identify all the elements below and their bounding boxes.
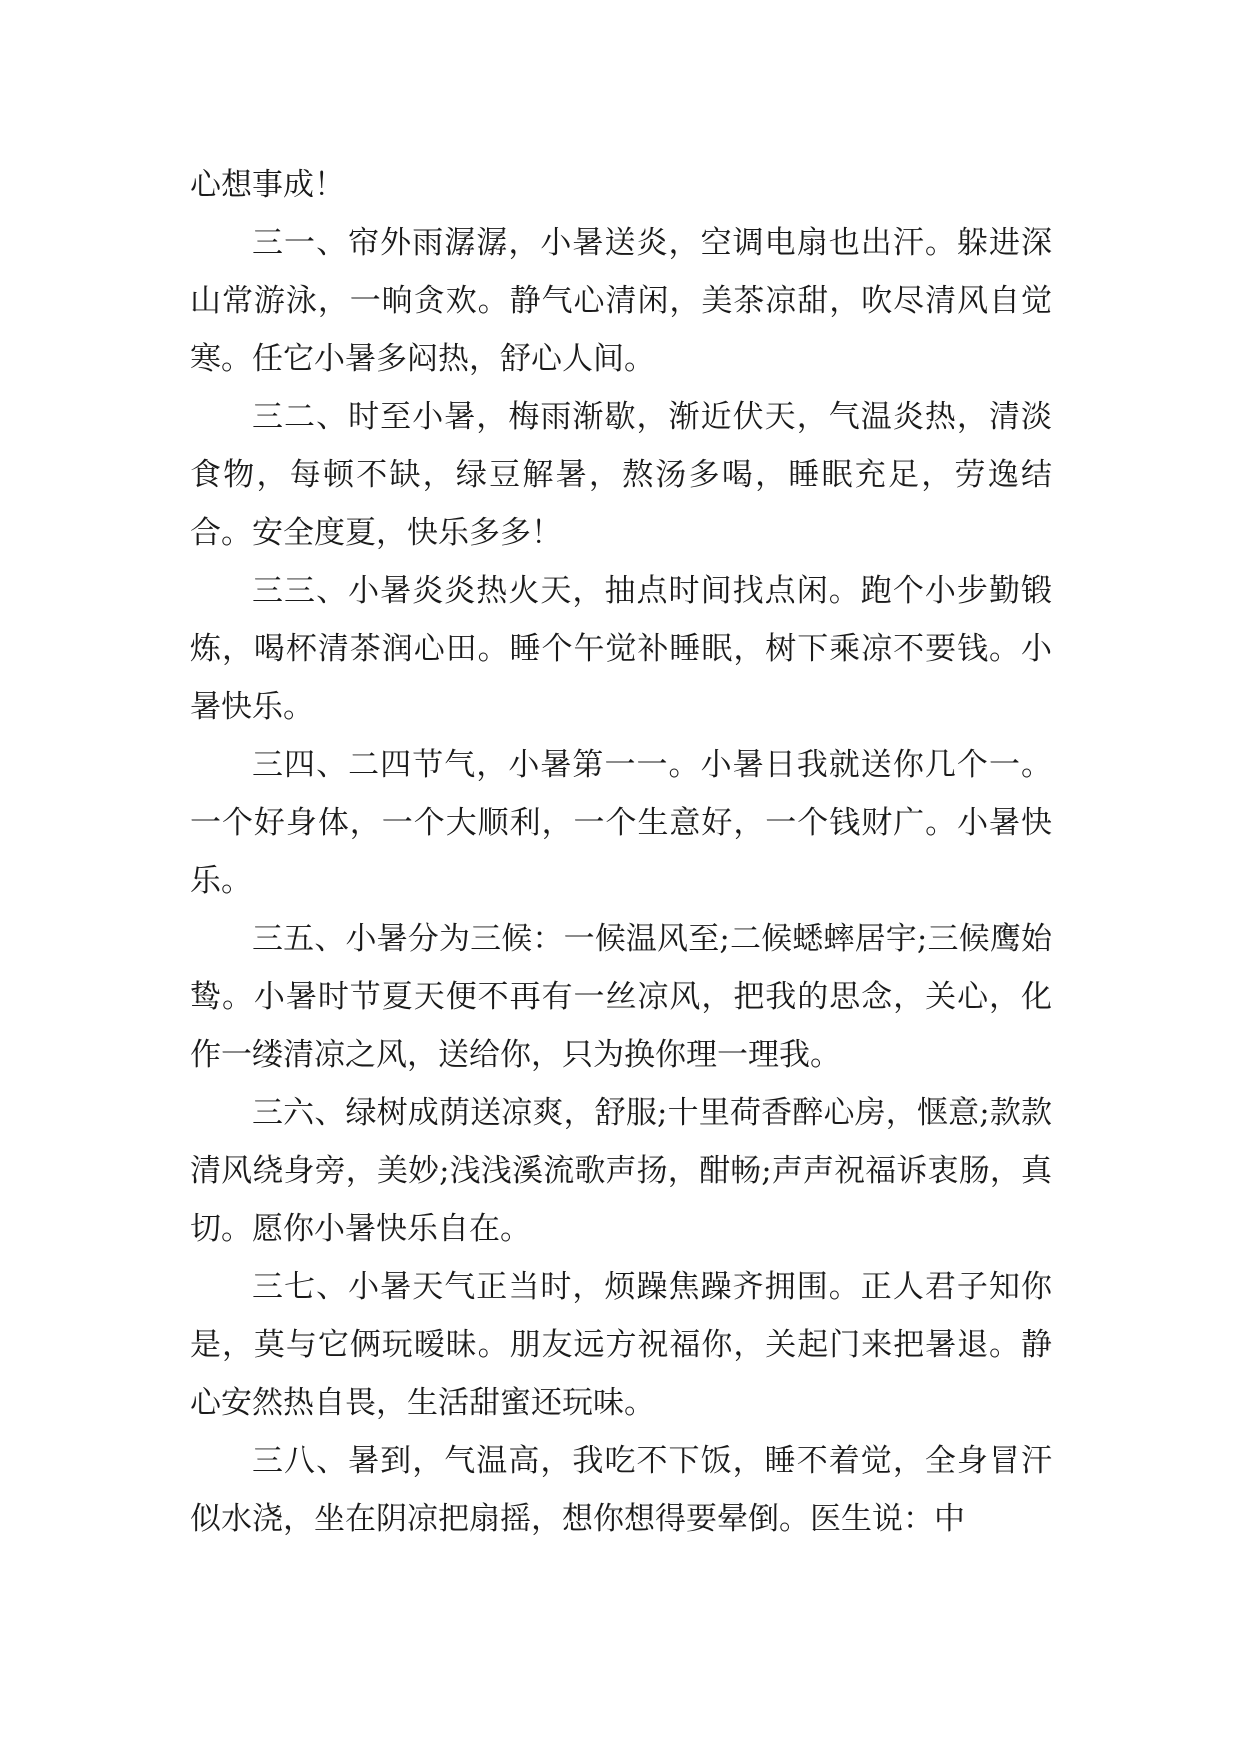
paragraph-item-32: 三二、时至小暑，梅雨渐歇，渐近伏天，气温炎热，清淡食物，每顿不缺，绿豆解暑，熬汤多喝，睡眠充足，劳逸结合。安全度夏，快乐多多！ [190, 399, 1052, 551]
paragraph-item-31: 三一、帘外雨潺潺，小暑送炎，空调电扇也出汗。躲进深山常游泳，一晌贪欢。静气心清闲，美茶凉甜，吹尽清风自觉寒。任它小暑多闷热，舒心人间。 [190, 225, 1052, 377]
paragraph-item-35: 三五、小暑分为三候：一候温风至;二候蟋蟀居宇;三候鹰始鸷。小暑时节夏天便不再有一丝凉风，把我的思念，关心，化作一缕清凉之风，送给你，只为换你理一理我。 [190, 921, 1052, 1073]
paragraph-item-38: 三八、暑到，气温高，我吃不下饭，睡不着觉，全身冒汗似水浇，坐在阴凉把扇摇，想你想得要晕倒。医生说：中 [190, 1443, 1052, 1537]
paragraph-item-36: 三六、绿树成荫送凉爽，舒服;十里荷香醉心房，惬意;款款清风绕身旁，美妙;浅浅溪流歌声扬，酣畅;声声祝福诉衷肠，真切。愿你小暑快乐自在。 [190, 1095, 1052, 1247]
body-text [190, 156, 1052, 1548]
paragraph-item-34: 三四、二四节气，小暑第一一。小暑日我就送你几个一。一个好身体，一个大顺利，一个生意好，一个钱财广。小暑快乐。 [190, 747, 1052, 899]
paragraph-item-37: 三七、小暑天气正当时，烦躁焦躁齐拥围。正人君子知你是，莫与它俩玩暧昧。朋友远方祝福你，关起门来把暑退。静心安然热自畏，生活甜蜜还玩味。 [190, 1269, 1052, 1421]
paragraph-item-33: 三三、小暑炎炎热火天，抽点时间找点闲。跑个小步勤锻炼，喝杯清茶润心田。睡个午觉补睡眠，树下乘凉不要钱。小暑快乐。 [190, 573, 1052, 725]
paragraph-continuation: 心想事成！ [190, 167, 345, 203]
